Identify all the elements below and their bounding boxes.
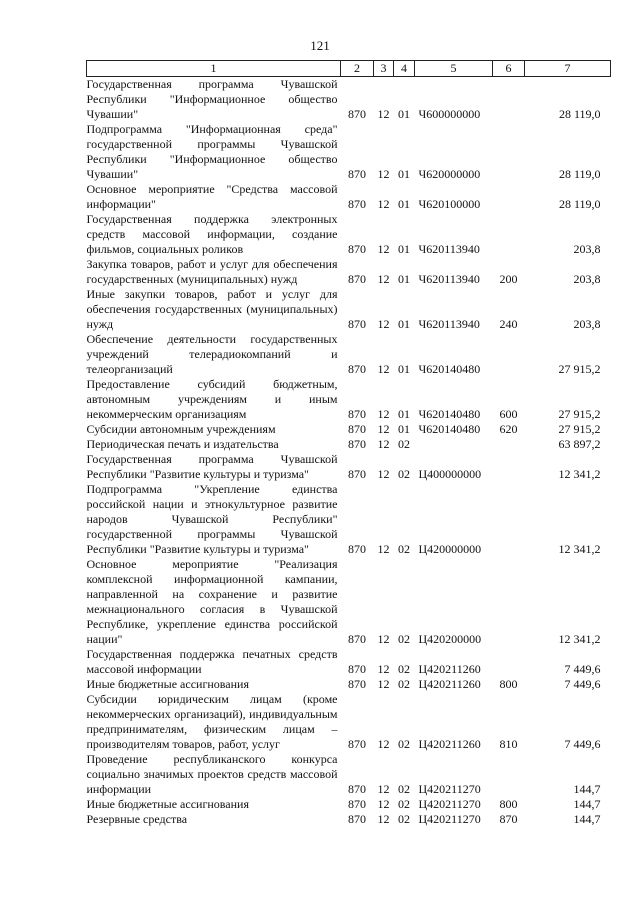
table-row — [87, 437, 611, 452]
amount: 12 341,2 — [558, 467, 601, 481]
subsection-code: 02 — [398, 782, 410, 796]
section-code: 12 — [377, 677, 390, 691]
column-header: 7 — [525, 61, 611, 77]
target-article-code: Ч620113940 — [418, 317, 480, 331]
section-code: 12 — [377, 242, 390, 256]
target-article-code — [415, 437, 493, 452]
table-row — [87, 212, 611, 257]
section-code: 12 — [377, 782, 390, 796]
expense-type-code: 200 — [499, 272, 518, 286]
expense-type-code: 240 — [499, 317, 518, 331]
subsection-code: 02 — [398, 812, 410, 826]
target-article-code: Ч620100000 — [418, 197, 481, 211]
column-header: 5 — [415, 61, 493, 77]
ministry-code: 870 — [348, 812, 366, 826]
ministry-code: 870 — [348, 422, 366, 436]
ministry-code: 870 — [348, 797, 366, 811]
subsection-code: 01 — [398, 362, 410, 376]
row-name: Государственная поддержка электронных средств массовой информации, создание фильмов, социальных роликов — [86, 212, 338, 256]
expense-type-code: 620 — [499, 422, 518, 436]
target-article-code: Ц420211270 — [418, 797, 481, 811]
amount: 27 915,2 — [558, 422, 601, 436]
table-row — [87, 752, 611, 797]
subsection-code: 01 — [398, 407, 410, 421]
subsection-code: 02 — [398, 542, 410, 556]
subsection-code: 01 — [398, 167, 410, 181]
amount: 203,8 — [573, 242, 601, 256]
row-name: Подпрограмма "Информационная среда" государственной программы Чувашской Республики "Информационное общество Чувашии" — [86, 122, 338, 181]
target-article-code: Ц420211260 — [418, 677, 481, 691]
section-code: 12 — [377, 812, 390, 826]
target-article-code: Ч620140480 — [418, 407, 481, 421]
section-code: 12 — [377, 542, 390, 556]
expense-type-code: 810 — [499, 737, 518, 751]
row-name: Подпрограмма "Укрепление единства российской нации и этнокультурное развитие народов Чувашской Республики" государственной программы Чувашской Республики "Развитие культуры и туризма" — [86, 482, 338, 556]
page-number: 121 — [310, 38, 330, 53]
target-article-code: Ц420211270 — [418, 782, 481, 796]
subsection-code: 02 — [398, 467, 410, 481]
row-name: Обеспечение деятельности государственных учреждений телерадиокомпаний и телеорганизаций — [86, 332, 338, 376]
ministry-code: 870 — [348, 677, 366, 691]
table-row — [87, 647, 611, 677]
amount: 144,7 — [573, 812, 601, 826]
expense-type-code: 800 — [499, 797, 518, 811]
table-row — [87, 797, 611, 812]
amount: 63 897,2 — [558, 437, 601, 451]
expense-type-code: 600 — [499, 407, 518, 421]
ministry-code: 870 — [348, 662, 366, 676]
table-row — [87, 452, 611, 482]
row-name: Проведение республиканского конкурса социально значимых проектов средств массовой информации — [86, 752, 338, 796]
amount: 12 341,2 — [558, 632, 601, 646]
subsection-code: 01 — [398, 422, 410, 436]
amount: 12 341,2 — [558, 542, 601, 556]
section-code: 12 — [377, 467, 390, 481]
ministry-code: 870 — [348, 362, 366, 376]
table-row — [87, 287, 611, 332]
subsection-code: 01 — [398, 242, 410, 256]
target-article-code: Ч620140480 — [418, 422, 481, 436]
row-name: Иные бюджетные ассигнования — [86, 797, 249, 811]
table-row — [87, 422, 611, 437]
section-code: 12 — [377, 737, 390, 751]
expense-type-code — [493, 122, 525, 182]
expense-type-code — [493, 482, 525, 557]
table-row — [87, 812, 611, 827]
ministry-code: 870 — [348, 272, 366, 286]
ministry-code: 870 — [348, 632, 366, 646]
amount: 144,7 — [573, 797, 601, 811]
section-code: 12 — [377, 107, 390, 121]
subsection-code: 01 — [398, 272, 410, 286]
ministry-code: 870 — [348, 317, 366, 331]
row-name: Субсидии автономным учреждениям — [86, 422, 276, 436]
column-header: 2 — [341, 61, 374, 77]
table-row — [87, 332, 611, 377]
amount: 7 449,6 — [564, 737, 601, 751]
table-row — [87, 377, 611, 422]
amount: 144,7 — [573, 782, 601, 796]
row-name: Закупка товаров, работ и услуг для обеспечения государственных (муниципальных) нужд — [86, 257, 338, 286]
row-name: Периодическая печать и издательства — [86, 437, 279, 451]
amount: 28 119,0 — [558, 107, 601, 121]
subsection-code: 01 — [398, 107, 410, 121]
ministry-code: 870 — [348, 467, 366, 481]
section-code: 12 — [377, 407, 390, 421]
expense-type-code: 870 — [499, 812, 518, 826]
expense-type-code — [493, 647, 525, 677]
target-article-code: Ч620140480 — [418, 362, 481, 376]
table-body — [87, 77, 611, 828]
amount: 203,8 — [573, 272, 601, 286]
amount: 28 119,0 — [558, 167, 601, 181]
row-name: Основное мероприятие "Средства массовой информации" — [86, 182, 338, 211]
section-code: 12 — [377, 272, 390, 286]
row-name: Резервные средства — [86, 812, 188, 826]
subsection-code: 01 — [398, 197, 410, 211]
subsection-code: 02 — [398, 797, 410, 811]
row-name: Основное мероприятие "Реализация комплексной информационной кампании, направленной на сохранение и развитие межнационального согласия в Чувашской Республике, укрепление единства российской нации" — [86, 557, 338, 646]
table-row — [87, 182, 611, 212]
subsection-code: 02 — [398, 662, 410, 676]
column-header: 4 — [394, 61, 415, 77]
subsection-code: 02 — [398, 632, 410, 646]
section-code: 12 — [377, 632, 390, 646]
ministry-code: 870 — [348, 437, 366, 451]
expense-type-code — [493, 437, 525, 452]
target-article-code: Ч620000000 — [418, 167, 481, 181]
ministry-code: 870 — [348, 242, 366, 256]
expense-type-code — [493, 752, 525, 797]
expense-type-code — [493, 452, 525, 482]
subsection-code: 02 — [398, 437, 410, 451]
ministry-code: 870 — [348, 197, 366, 211]
table-row — [87, 122, 611, 182]
section-code: 12 — [377, 197, 390, 211]
expense-type-code — [493, 77, 525, 123]
amount: 7 449,6 — [564, 677, 601, 691]
table-row — [87, 77, 611, 123]
table-row — [87, 677, 611, 692]
target-article-code: Ч620113940 — [418, 242, 480, 256]
amount: 28 119,0 — [558, 197, 601, 211]
ministry-code: 870 — [348, 782, 366, 796]
amount: 203,8 — [573, 317, 601, 331]
table-row — [87, 557, 611, 647]
subsection-code: 02 — [398, 677, 410, 691]
target-article-code: Ц420211270 — [418, 812, 481, 826]
section-code: 12 — [377, 422, 390, 436]
section-code: 12 — [377, 797, 390, 811]
row-name: Иные закупки товаров, работ и услуг для обеспечения государственных (муниципальных) нужд — [86, 287, 338, 331]
expense-type-code — [493, 557, 525, 647]
amount: 7 449,6 — [564, 662, 601, 676]
row-name: Иные бюджетные ассигнования — [86, 677, 249, 691]
ministry-code: 870 — [348, 407, 366, 421]
amount: 27 915,2 — [558, 407, 601, 421]
amount: 27 915,2 — [558, 362, 601, 376]
expense-type-code — [493, 212, 525, 257]
row-name: Государственная программа Чувашской Республики "Развитие культуры и туризма" — [86, 452, 338, 481]
target-article-code: Ц420000000 — [418, 542, 482, 556]
ministry-code: 870 — [348, 107, 366, 121]
row-name: Государственная поддержка печатных средств массовой информации — [86, 647, 338, 676]
target-article-code: Ц420200000 — [418, 632, 482, 646]
target-article-code: Ч600000000 — [418, 107, 481, 121]
section-code: 12 — [377, 662, 390, 676]
expense-type-code — [493, 182, 525, 212]
budget-table — [86, 60, 611, 827]
ministry-code: 870 — [348, 737, 366, 751]
target-article-code: Ц420211260 — [418, 737, 481, 751]
target-article-code: Ч620113940 — [418, 272, 480, 286]
target-article-code: Ц400000000 — [418, 467, 482, 481]
table-row — [87, 257, 611, 287]
ministry-code: 870 — [348, 167, 366, 181]
section-code: 12 — [377, 362, 390, 376]
column-header: 6 — [493, 61, 525, 77]
column-header: 3 — [374, 61, 394, 77]
target-article-code: Ц420211260 — [418, 662, 481, 676]
column-header: 1 — [87, 61, 341, 77]
table-row — [87, 692, 611, 752]
table-header — [87, 61, 611, 77]
row-name: Государственная программа Чувашской Республики "Информационное общество Чувашии" — [86, 77, 338, 121]
expense-type-code: 800 — [499, 677, 518, 691]
table-row — [87, 482, 611, 557]
section-code: 12 — [377, 437, 390, 451]
header-row — [87, 61, 611, 77]
row-name: Субсидии юридическим лицам (кроме некоммерческих организаций), индивидуальным предпринимателям, физическим лицам – производителям товаров, работ, услуг — [86, 692, 338, 751]
row-name: Предоставление субсидий бюджетным, автономным учреждениям и иным некоммерческим организациям — [86, 377, 338, 421]
subsection-code: 02 — [398, 737, 410, 751]
section-code: 12 — [377, 317, 390, 331]
ministry-code: 870 — [348, 542, 366, 556]
expense-type-code — [493, 332, 525, 377]
section-code: 12 — [377, 167, 390, 181]
subsection-code: 01 — [398, 317, 410, 331]
